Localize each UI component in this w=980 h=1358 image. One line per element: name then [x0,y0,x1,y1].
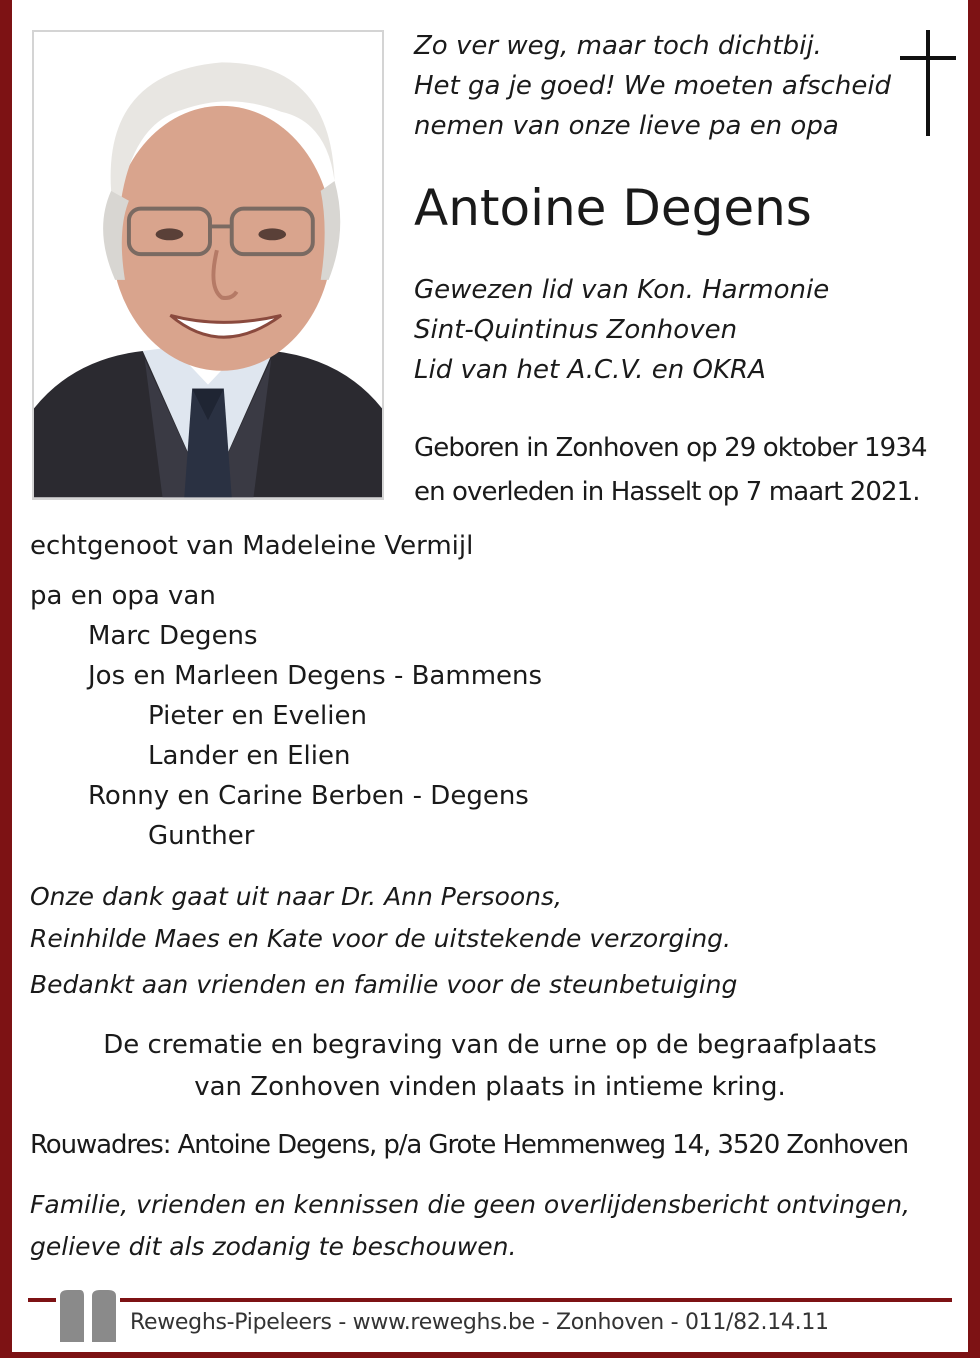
deceased-name: Antoine Degens [414,179,812,237]
footer-divider [28,1298,952,1302]
family-list [30,576,542,856]
cross-icon [900,30,956,136]
funeral-home-contact: Reweghs-Pipeleers - www.reweghs.be - Zonhoven - 011/82.14.11 [130,1310,829,1335]
portrait-photo [32,30,384,500]
farewell-poem: Zo ver weg, maar toch dichtbij. Het ga je goed! We moeten afscheid nemen van onze lieve pa en opa [414,31,892,141]
birth-death-dates: Geboren in Zonhoven op 29 oktober 1934 en overleden in Hasselt op 7 maart 2021. [414,433,927,507]
ceremony-info: De crematie en begraving van de urne op de begraafplaats van Zonhoven vinden plaats in intieme kring. [103,1030,877,1102]
grandchild-member: Pieter en Evelien [148,701,367,731]
spouse-line: echtgenoot van Madeleine Vermijl [30,531,474,561]
family-member: Ronny en Carine Berben - Degens [88,781,529,811]
thanks-care: Onze dank gaat uit naar Dr. Ann Persoons, Reinhilde Maes en Kate voor de uitstekende verzorging. [30,882,731,953]
funeral-home-logo-icon [56,1290,120,1342]
memberships: Gewezen lid van Kon. Harmonie Sint-Quintinus Zonhoven Lid van het A.C.V. en OKRA [414,275,830,385]
portrait-illustration [34,32,382,498]
thanks-support: Bedankt aan vrienden en familie voor de steunbetuiging [30,970,738,999]
family-member: Jos en Marleen Degens - Bammens [88,661,543,691]
grandchild-member: Lander en Elien [148,741,351,771]
notice-text: Familie, vrienden en kennissen die geen overlijdensbericht ontvingen, gelieve dit als zodanig te beschouwen. [30,1190,910,1261]
mourning-address: Rouwadres: Antoine Degens, p/a Grote Hemmenweg 14, 3520 Zonhoven [30,1130,908,1160]
family-intro: pa en opa van [30,581,216,611]
family-member: Marc Degens [88,621,258,651]
grandchild-member: Gunther [148,821,255,851]
